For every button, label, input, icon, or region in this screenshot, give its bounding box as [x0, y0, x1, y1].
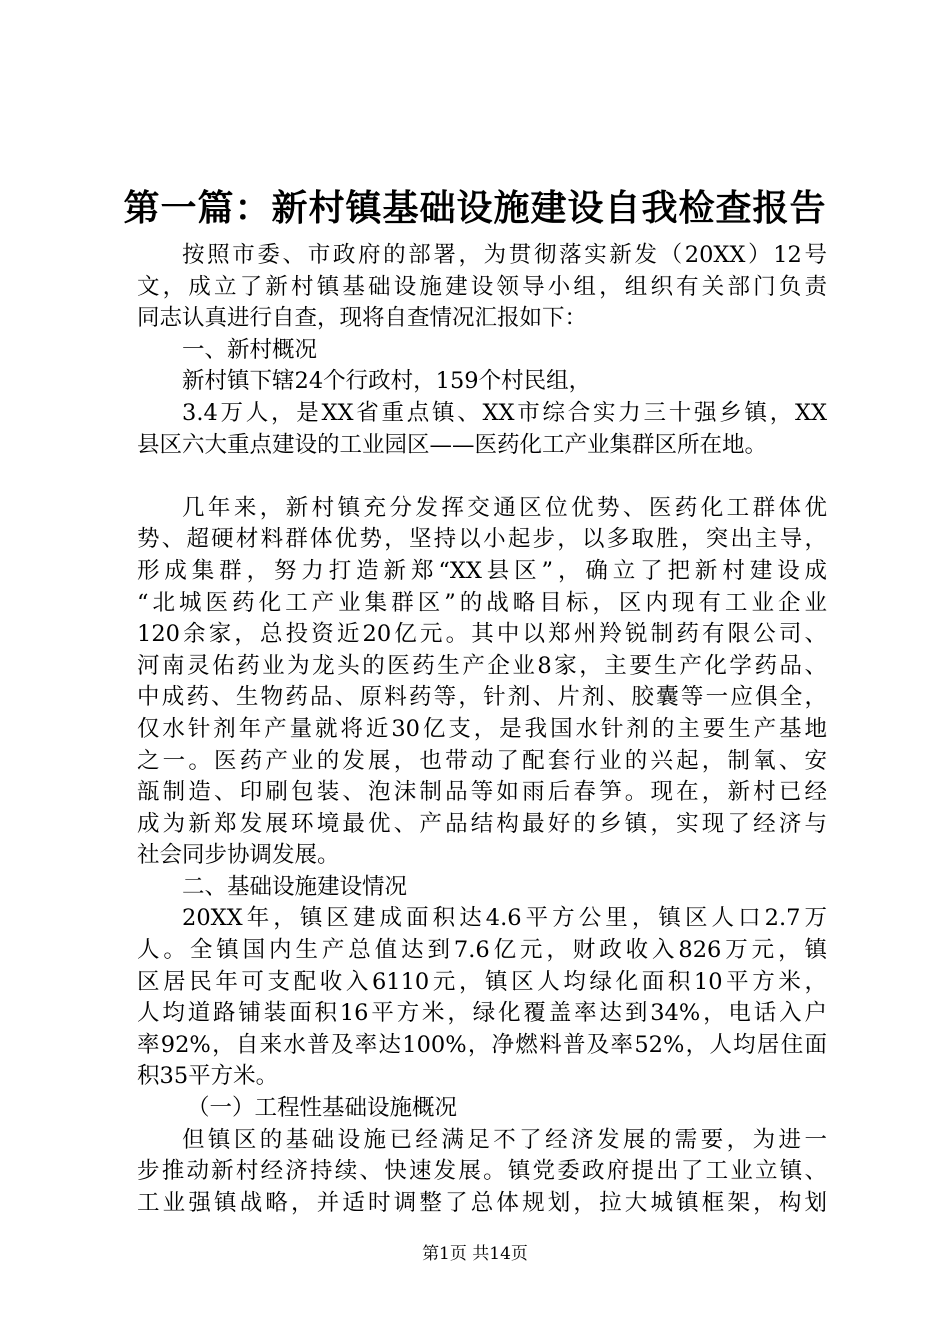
text-line: 一、新村概况 — [182, 336, 318, 363]
document-body — [137, 240, 827, 1219]
text-line: 瓿制造、印刷包装、泡沫制品等如雨后春笋。现在，新村已经 — [137, 779, 827, 806]
text-line: 步推动新村经济持续、快速发展。镇党委政府提出了工业立镇、 — [137, 1158, 827, 1185]
text-line: 人均道路铺装面积16平方米，绿化覆盖率达到34%，电话入户 — [137, 1000, 827, 1027]
text-line: 县区六大重点建设的工业园区——医药化工产业集群区所在地。 — [137, 431, 768, 458]
text-line: 形成集群，努力打造新郑“XX县区”，确立了把新村建设成 — [137, 557, 827, 584]
text-line: 但镇区的基础设施已经满足不了经济发展的需要，为进一 — [182, 1126, 827, 1153]
text-line: 成为新郑发展环境最优、产品结构最好的乡镇，实现了经济与 — [137, 810, 827, 837]
text-line: 仅水针剂年产量就将近30亿支，是我国水针剂的主要生产基地 — [137, 715, 827, 742]
page-footer: 第1页 共14页 — [422, 1244, 528, 1264]
text-line: 积35平方米。 — [137, 1063, 279, 1090]
text-line: 同志认真进行自查，现将自查情况汇报如下： — [137, 305, 588, 332]
text-line: 几年来，新村镇充分发挥交通区位优势、医药化工群体优 — [182, 494, 827, 521]
text-line: 120余家，总投资近20亿元。其中以郑州羚锐制药有限公司、 — [137, 621, 827, 648]
text-line: 区居民年可支配收入6110元，镇区人均绿化面积10平方米， — [137, 968, 827, 995]
text-line: 文，成立了新村镇基础设施建设领导小组，组织有关部门负责 — [137, 273, 827, 300]
text-line: “北城医药化工产业集群区”的战略目标，区内现有工业企业 — [137, 589, 827, 616]
text-line: 之一。医药产业的发展，也带动了配套行业的兴起，制氧、安 — [137, 747, 827, 774]
text-line: 社会同步协调发展。 — [137, 842, 340, 869]
text-line: 新村镇下辖24个行政村，159个村民组， — [182, 368, 592, 395]
text-line: 势、超硬材料群体优势，坚持以小起步，以多取胜，突出主导， — [137, 526, 827, 553]
paragraph-gap — [137, 461, 827, 493]
text-line: 率92%，自来水普及率达100%，净燃料普及率52%，人均居住面 — [137, 1031, 827, 1058]
text-line: （一）工程性基础设施概况 — [187, 1095, 458, 1122]
text-line: 二、基础设施建设情况 — [182, 873, 408, 900]
document-title: 第一篇：新村镇基础设施建设自我检查报告 — [123, 187, 827, 229]
text-line: 中成药、生物药品、原料药等，针剂、片剂、胶囊等一应俱全， — [137, 684, 827, 711]
text-line: 河南灵佑药业为龙头的医药生产企业8家，主要生产化学药品、 — [137, 652, 827, 679]
text-line: 20XX年，镇区建成面积达4.6平方公里，镇区人口2.7万 — [182, 905, 827, 932]
text-line: 3.4万人，是XX省重点镇、XX市综合实力三十强乡镇，XX — [182, 399, 827, 426]
text-line: 人。全镇国内生产总值达到7.6亿元，财政收入826万元，镇 — [137, 937, 827, 964]
text-line: 按照市委、市政府的部署，为贯彻落实新发（20XX）12号 — [182, 242, 827, 268]
text-line: 工业强镇战略，并适时调整了总体规划，拉大城镇框架，构划 — [137, 1189, 827, 1216]
